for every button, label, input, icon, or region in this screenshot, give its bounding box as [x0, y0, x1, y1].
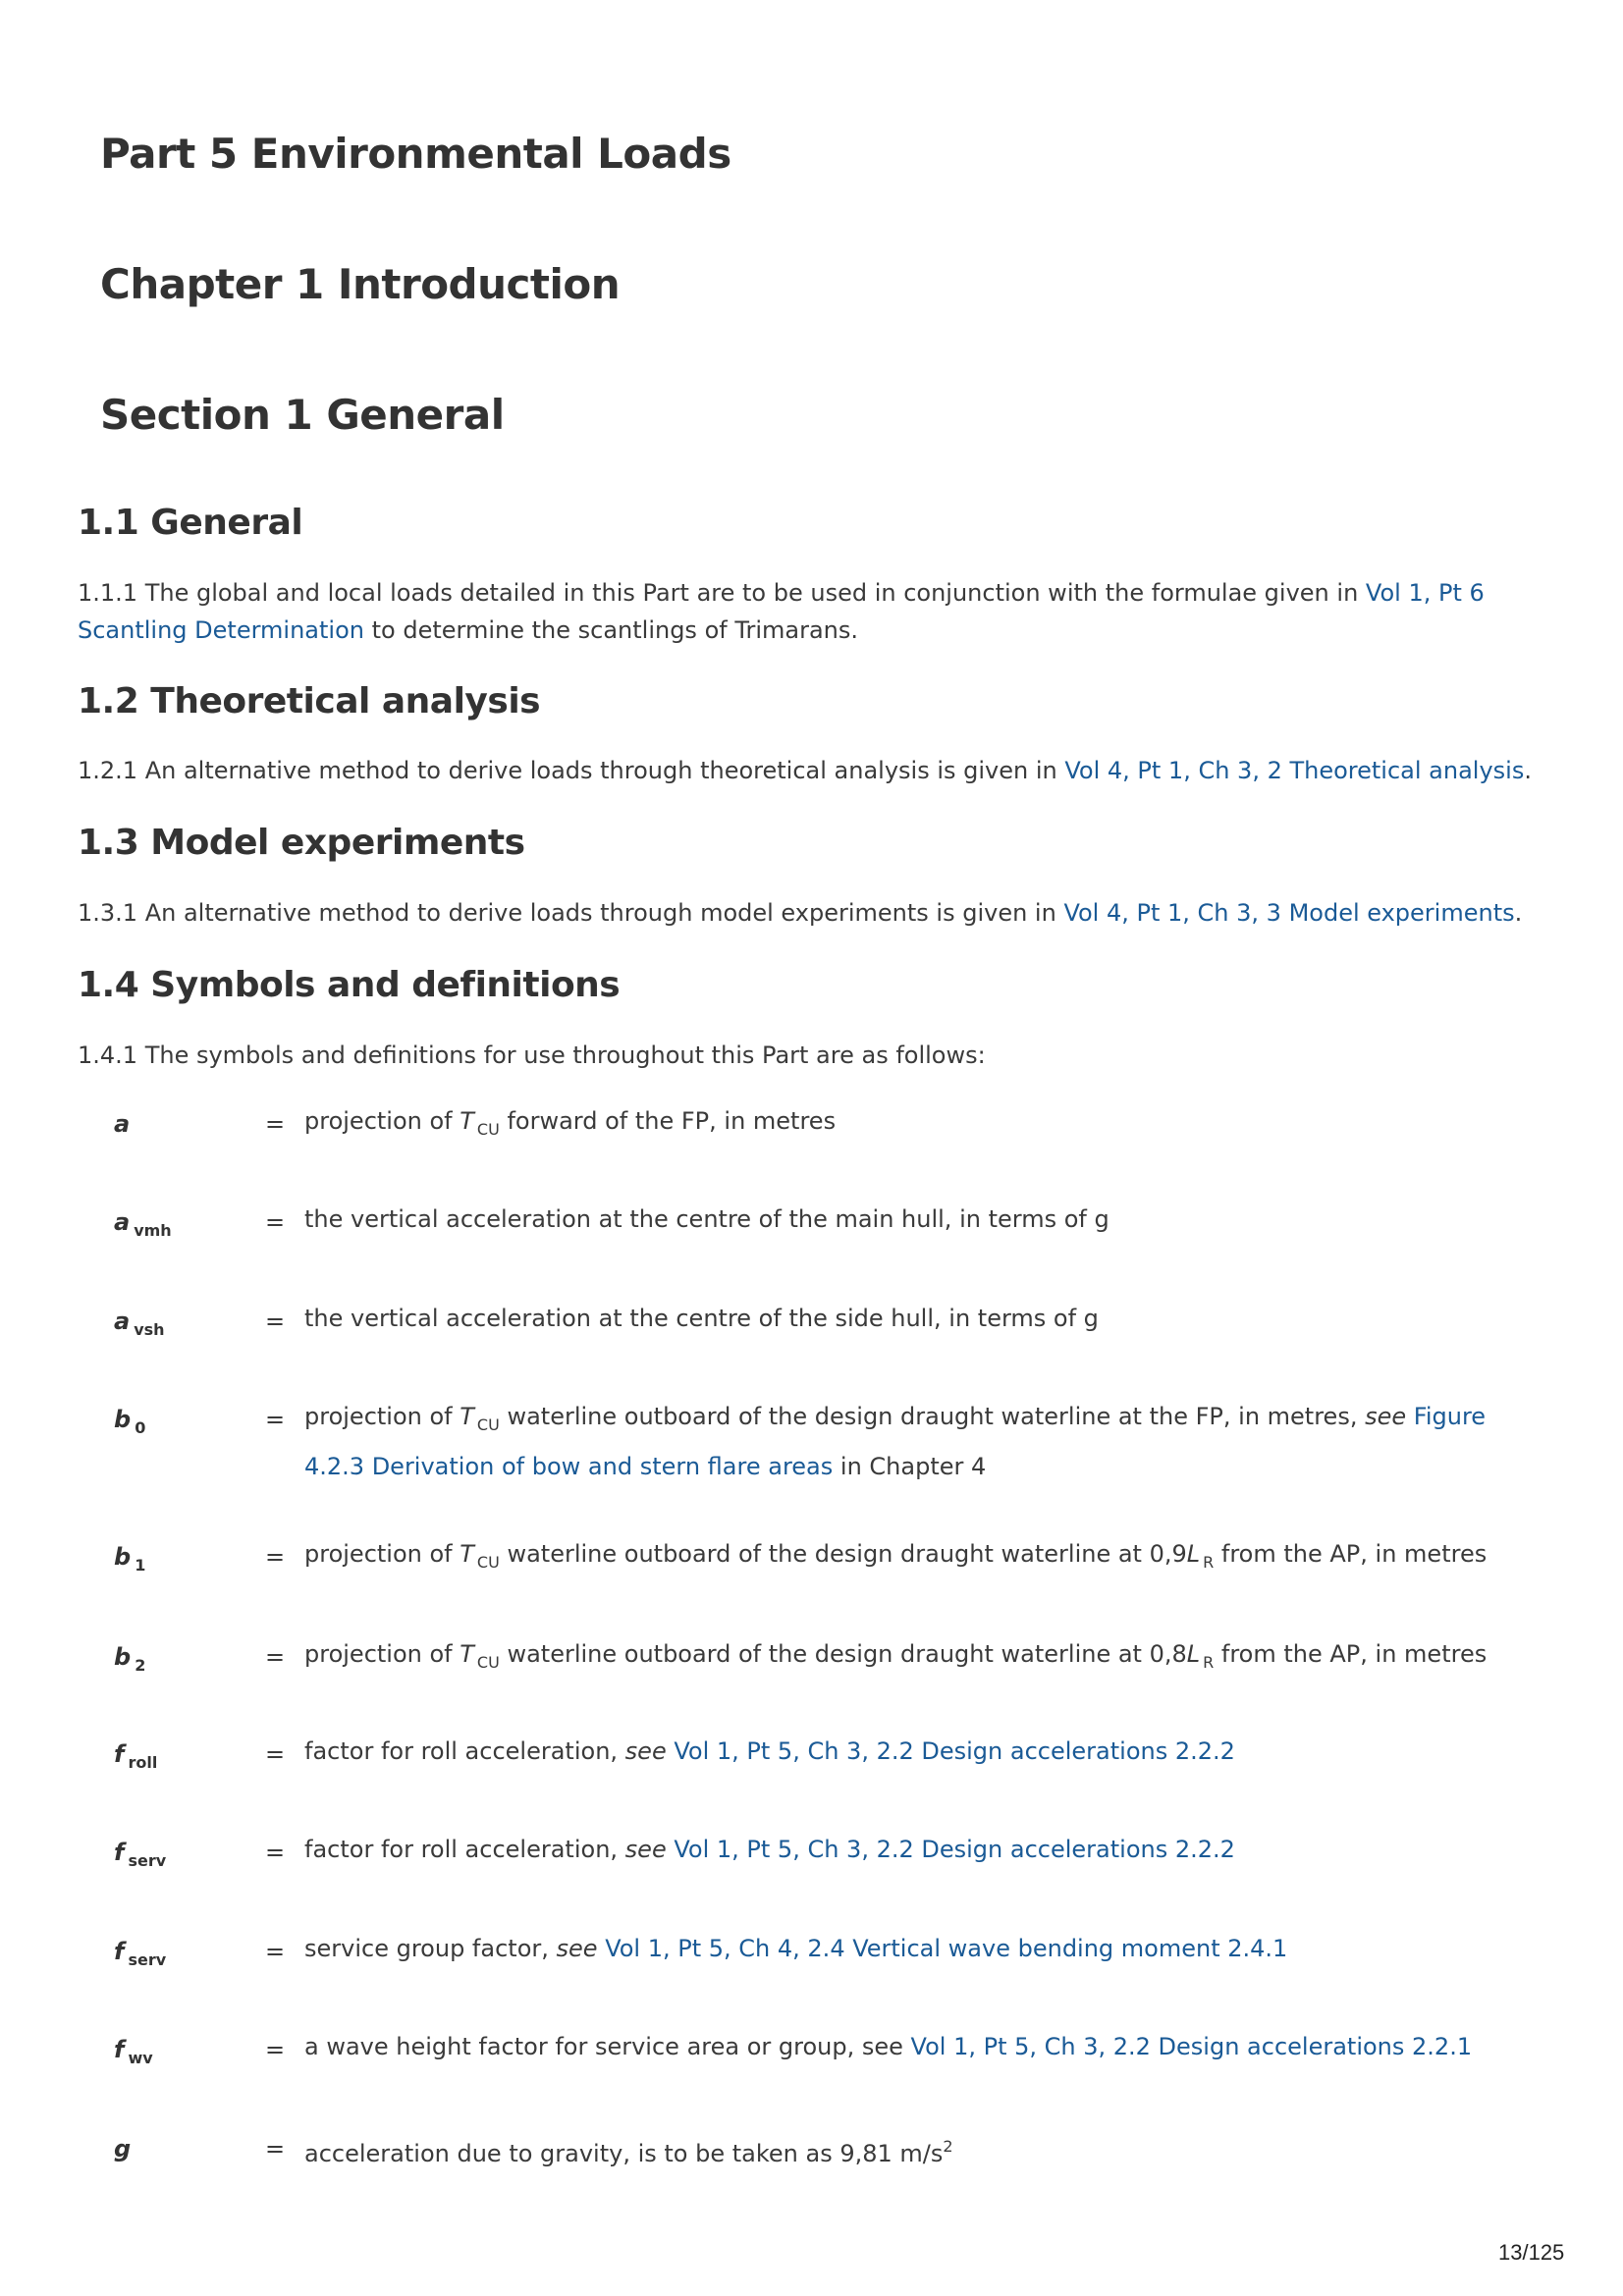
definition-text: waterline outboard of the design draught waterline at 0,8 — [499, 1640, 1187, 1668]
cross-reference-link[interactable]: Vol 1, Pt 5, Ch 3, 2.2 Design accelerations 2.2.2 — [674, 1737, 1235, 1765]
equals-sign: = — [265, 2135, 286, 2163]
symbol-subscript: 2 — [135, 1656, 146, 1675]
symbol — [114, 1839, 166, 1870]
definition-text: factor for roll acceleration, — [304, 1836, 625, 1863]
definition-text: factor for roll acceleration, — [304, 1737, 625, 1765]
definition-text: waterline outboard of the design draught waterline at 0,9 — [499, 1540, 1187, 1568]
symbol-definition — [304, 1199, 1551, 1241]
symbol-subscript: serv — [128, 1950, 167, 1969]
equals-sign: = — [265, 1543, 286, 1571]
paragraph: 1.4.1 The symbols and definitions for use throughout this Part are as follows: — [78, 1041, 986, 1069]
symbol-letter: f — [114, 1740, 125, 1768]
italic-text: see — [624, 1737, 667, 1765]
paragraph — [78, 894, 1550, 932]
subsection-title: 1.2 Theoretical analysis — [78, 681, 541, 721]
definition-text: a wave height factor for service area or group, see — [304, 2033, 911, 2060]
definition-text: acceleration due to gravity, is to be taken as 9,81 m/s — [304, 2140, 944, 2167]
symbol — [114, 1740, 157, 1772]
symbol-letter: f — [114, 1938, 125, 1965]
equals-sign: = — [265, 1208, 286, 1236]
section-heading: Section 1 General — [100, 391, 505, 439]
symbol — [114, 1406, 145, 1437]
symbol — [114, 1110, 130, 1138]
equals-sign: = — [265, 1308, 286, 1335]
equals-sign: = — [265, 1110, 286, 1138]
definition-text: from the AP, in metres — [1214, 1640, 1488, 1668]
subscript: CU — [476, 1553, 500, 1572]
symbol — [114, 1208, 172, 1240]
definition-text: service group factor, — [304, 1935, 557, 1962]
symbol-definition — [304, 1928, 1551, 1970]
italic-text: T — [460, 1640, 474, 1668]
definition-text — [1406, 1403, 1414, 1430]
italic-text: see — [624, 1836, 667, 1863]
paragraph-text: to determine the scantlings of Trimarans. — [363, 616, 858, 644]
symbol — [114, 2036, 153, 2067]
equals-sign: = — [265, 1740, 286, 1768]
definition-text: the vertical acceleration at the centre of the main hull, in terms of g — [304, 1205, 1109, 1233]
paragraph-text: 1.2.1 An alternative method to derive loads through theoretical analysis is given in — [78, 757, 1065, 784]
symbol — [114, 1543, 145, 1575]
equals-sign: = — [265, 1643, 286, 1671]
symbol-subscript: wv — [128, 2049, 153, 2067]
symbol-subscript: serv — [128, 1851, 167, 1870]
symbol-definition — [304, 1100, 1551, 1150]
definition-text: waterline outboard of the design draught waterline at the FP, in metres, — [499, 1403, 1366, 1430]
symbol-definition — [304, 1396, 1551, 1488]
symbol-subscript: vmh — [134, 1221, 172, 1240]
symbol-letter: b — [114, 1643, 132, 1671]
paragraph-text: 1.3.1 An alternative method to derive loads through model experiments is given in — [78, 899, 1064, 927]
symbol-letter: f — [114, 2036, 125, 2063]
symbol-subscript: roll — [128, 1753, 158, 1772]
italic-text: T — [460, 1540, 474, 1568]
italic-text: T — [460, 1403, 474, 1430]
superscript: 2 — [943, 2137, 953, 2156]
cross-reference-link[interactable]: Figure 4.2.3 Derivation of bow and stern flare areas — [304, 1403, 1487, 1480]
definition-text: projection of — [304, 1107, 460, 1135]
symbol-definition — [304, 1298, 1551, 1340]
part-heading: Part 5 Environmental Loads — [100, 130, 731, 178]
symbol-letter: a — [114, 1110, 131, 1138]
symbol-letter: g — [114, 2135, 132, 2163]
symbol-letter: f — [114, 1839, 125, 1866]
subscript: CU — [476, 1120, 500, 1139]
cross-reference-link[interactable]: Vol 4, Pt 1, Ch 3, 2 Theoretical analysis — [1064, 757, 1525, 784]
subsection-title: 1.1 General — [78, 503, 303, 543]
paragraph-text: . — [1514, 899, 1523, 927]
italic-text: L — [1186, 1540, 1201, 1568]
cross-reference-link[interactable]: Vol 1, Pt 6 Scantling Determination — [78, 579, 1485, 644]
subscript: CU — [476, 1415, 500, 1434]
cross-reference-link[interactable]: Vol 1, Pt 5, Ch 3, 2.2 Design accelerations 2.2.1 — [910, 2033, 1473, 2060]
symbol-letter: b — [114, 1543, 132, 1571]
symbol — [114, 1643, 145, 1675]
equals-sign: = — [265, 1839, 286, 1866]
symbol-definition — [304, 1829, 1551, 1871]
definition-text: the vertical acceleration at the centre of the side hull, in terms of g — [304, 1305, 1099, 1332]
symbol-subscript: 0 — [135, 1418, 146, 1437]
paragraph — [78, 752, 1550, 789]
italic-text: T — [460, 1107, 474, 1135]
equals-sign: = — [265, 1406, 286, 1433]
definition-text: forward of the FP, in metres — [499, 1107, 837, 1135]
definition-text: from the AP, in metres — [1214, 1540, 1488, 1568]
cross-reference-link[interactable]: Vol 4, Pt 1, Ch 3, 3 Model experiments — [1063, 899, 1515, 927]
equals-sign: = — [265, 1938, 286, 1965]
definition-text: projection of — [304, 1540, 460, 1568]
symbol-letter: b — [114, 1406, 132, 1433]
symbol-definition — [304, 1731, 1551, 1773]
subscript: R — [1203, 1553, 1215, 1572]
symbol-definition — [304, 1633, 1551, 1683]
symbol — [114, 1308, 165, 1339]
subscript: CU — [476, 1653, 500, 1672]
paragraph-text: 1.1.1 The global and local loads detailed in this Part are to be used in conjunction with the formulae given in — [78, 579, 1366, 607]
paragraph-text: . — [1524, 757, 1532, 784]
equals-sign: = — [265, 2036, 286, 2063]
italic-text: see — [556, 1935, 598, 1962]
definition-text: projection of — [304, 1640, 460, 1668]
symbol-subscript: vsh — [134, 1320, 165, 1339]
subscript: R — [1203, 1653, 1215, 1672]
symbol — [114, 1938, 166, 1969]
symbol-definition — [304, 2125, 1551, 2175]
italic-text: see — [1365, 1403, 1407, 1430]
definition-text: projection of — [304, 1403, 460, 1430]
cross-reference-link[interactable]: Vol 1, Pt 5, Ch 4, 2.4 Vertical wave bending moment 2.4.1 — [605, 1935, 1288, 1962]
chapter-heading: Chapter 1 Introduction — [100, 260, 621, 308]
symbol-letter: a — [114, 1308, 131, 1335]
subsection-title: 1.3 Model experiments — [78, 823, 525, 863]
definition-text: in Chapter 4 — [833, 1453, 987, 1480]
symbol-definition — [304, 2026, 1551, 2068]
subsection-title: 1.4 Symbols and definitions — [78, 965, 621, 1005]
symbol-subscript: 1 — [135, 1556, 146, 1575]
cross-reference-link[interactable]: Vol 1, Pt 5, Ch 3, 2.2 Design accelerations 2.2.2 — [674, 1836, 1235, 1863]
page-number: 13/125 — [1498, 2240, 1565, 2265]
symbol-definition — [304, 1533, 1551, 1583]
symbol-letter: a — [114, 1208, 131, 1236]
italic-text: L — [1186, 1640, 1201, 1668]
paragraph — [78, 574, 1550, 649]
symbol — [114, 2135, 131, 2163]
